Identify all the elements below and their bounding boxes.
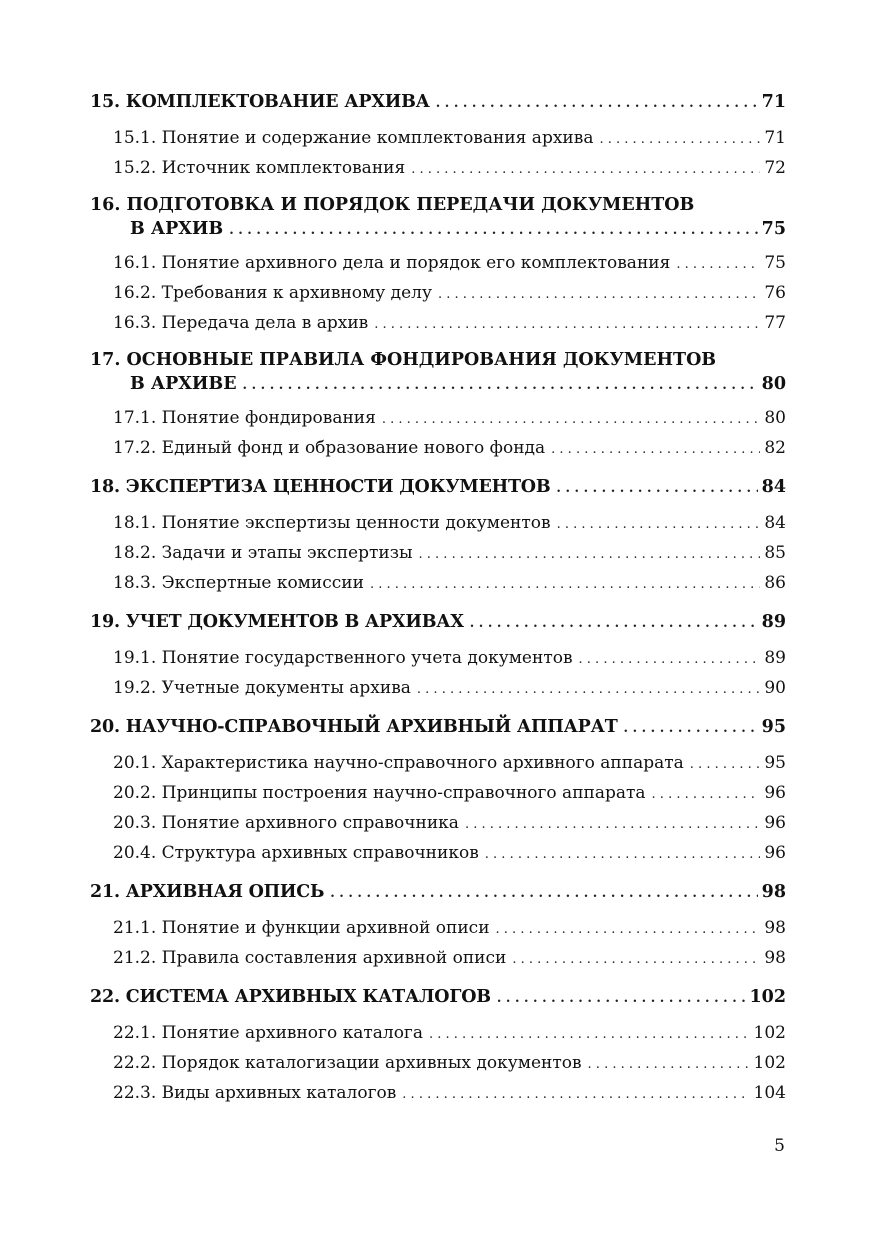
toc-chapter-entry: [90, 193, 786, 243]
section-title: 20.1. Характеристика научно-справочного архивного аппарата: [113, 753, 684, 773]
page-ref: 102: [753, 1053, 786, 1073]
toc-section-entry: [90, 644, 786, 674]
dot-leader: [465, 809, 760, 839]
dot-leader: [470, 608, 758, 638]
page-ref: 89: [761, 612, 786, 632]
toc-chapter-entry: [90, 608, 786, 638]
page-ref: 96: [764, 813, 786, 833]
section-title: 22.2. Порядок каталогизации архивных документов: [113, 1053, 582, 1073]
toc-chapter-entry: [90, 473, 786, 503]
page-ref: 96: [764, 783, 786, 803]
toc-section-entry: [90, 404, 786, 434]
toc-section-entry: [90, 309, 786, 339]
toc-chapter: [90, 88, 786, 184]
section-title: 16.1. Понятие архивного дела и порядок его комплектования: [113, 253, 671, 273]
page-ref: 95: [761, 717, 786, 737]
section-title: 16.3. Передача дела в архив: [113, 313, 369, 333]
toc-section-entry: [90, 1019, 786, 1049]
dot-leader: [588, 1049, 750, 1079]
dot-leader: [436, 88, 758, 118]
page-ref: 96: [764, 843, 786, 863]
page-ref: 71: [764, 128, 786, 148]
dot-leader: [419, 539, 761, 569]
toc-section-entry: [90, 124, 786, 154]
page-ref: 102: [749, 987, 786, 1007]
dot-leader: [382, 404, 761, 434]
toc-section-entry: [90, 509, 786, 539]
toc-chapter: [90, 473, 786, 599]
dot-leader: [485, 839, 761, 869]
chapter-title: 22. СИСТЕМА АРХИВНЫХ КАТАЛОГОВ: [90, 987, 491, 1007]
toc-chapter-entry: [90, 983, 786, 1013]
dot-leader: [417, 674, 760, 704]
section-title: 21.2. Правила составления архивной описи: [113, 948, 507, 968]
chapter-title-continued: В АРХИВ: [130, 219, 224, 239]
chapter-title: 21. АРХИВНАЯ ОПИСЬ: [90, 882, 325, 902]
section-title: 22.3. Виды архивных каталогов: [113, 1083, 397, 1103]
page-ref: 104: [753, 1083, 786, 1103]
page-ref: 76: [764, 283, 786, 303]
dot-leader: [624, 713, 758, 743]
section-title: 20.4. Структура архивных справочников: [113, 843, 479, 863]
dot-leader: [374, 309, 760, 339]
section-title: 15.1. Понятие и содержание комплектования архива: [113, 128, 594, 148]
toc-section-entry: [90, 1049, 786, 1079]
section-title: 19.2. Учетные документы архива: [113, 678, 411, 698]
dot-leader: [402, 1079, 749, 1109]
chapter-title: 19. УЧЕТ ДОКУМЕНТОВ В АРХИВАХ: [90, 612, 464, 632]
toc-section-entry: [90, 539, 786, 569]
dot-leader: [411, 154, 760, 184]
toc-chapter: [90, 983, 786, 1109]
toc-section-entry: [90, 674, 786, 704]
dot-leader: [229, 217, 757, 243]
toc-chapter-entry: [90, 713, 786, 743]
toc-chapter-entry: [90, 88, 786, 118]
page-number: 5: [774, 1136, 785, 1156]
page-ref: 75: [764, 253, 786, 273]
page-ref: 80: [764, 408, 786, 428]
chapter-title: 20. НАУЧНО-СПРАВОЧНЫЙ АРХИВНЫЙ АППАРАТ: [90, 717, 618, 737]
page-ref: 84: [761, 477, 786, 497]
section-title: 20.3. Понятие архивного справочника: [113, 813, 459, 833]
page-ref: 82: [764, 438, 786, 458]
toc-chapter-entry: [90, 878, 786, 908]
toc-section-entry: [90, 1079, 786, 1109]
section-title: 18.1. Понятие экспертизы ценности документов: [113, 513, 551, 533]
toc-section-entry: [90, 779, 786, 809]
page-ref: 75: [761, 219, 786, 239]
page-ref: 77: [764, 313, 786, 333]
toc-chapter: [90, 348, 786, 464]
dot-leader: [551, 434, 760, 464]
section-title: 15.2. Источник комплектования: [113, 158, 406, 178]
dot-leader: [556, 473, 757, 503]
page-ref: 98: [761, 882, 786, 902]
toc-section-entry: [90, 279, 786, 309]
page-ref: 80: [761, 374, 786, 394]
section-title: 22.1. Понятие архивного каталога: [113, 1023, 423, 1043]
toc-section-entry: [90, 839, 786, 869]
dot-leader: [429, 1019, 750, 1049]
toc-section-entry: [90, 749, 786, 779]
dot-leader: [557, 509, 761, 539]
page-ref: 98: [764, 918, 786, 938]
page-ref: 98: [764, 948, 786, 968]
dot-leader: [652, 779, 761, 809]
page-ref: 102: [753, 1023, 786, 1043]
dot-leader: [330, 878, 757, 908]
dot-leader: [243, 372, 758, 398]
toc-section-entry: [90, 569, 786, 599]
dot-leader: [690, 749, 761, 779]
table-of-contents: [90, 88, 786, 1118]
toc-chapter-entry: [90, 348, 786, 398]
section-title: 17.2. Единый фонд и образование нового фонда: [113, 438, 546, 458]
section-title: 20.2. Принципы построения научно-справочного аппарата: [113, 783, 646, 803]
toc-section-entry: [90, 809, 786, 839]
dot-leader: [512, 944, 760, 974]
section-title: 18.2. Задачи и этапы экспертизы: [113, 543, 413, 563]
dot-leader: [438, 279, 760, 309]
toc-section-entry: [90, 944, 786, 974]
chapter-title: 16. ПОДГОТОВКА И ПОРЯДОК ПЕРЕДАЧИ ДОКУМЕНТОВ: [90, 195, 695, 215]
dot-leader: [496, 914, 761, 944]
toc-chapter: [90, 193, 786, 339]
section-title: 17.1. Понятие фондирования: [113, 408, 376, 428]
page-ref: 95: [764, 753, 786, 773]
dot-leader: [676, 249, 760, 279]
section-title: 16.2. Требования к архивному делу: [113, 283, 432, 303]
dot-leader: [370, 569, 760, 599]
toc-section-entry: [90, 154, 786, 184]
section-title: 21.1. Понятие и функции архивной описи: [113, 918, 490, 938]
toc-chapter: [90, 878, 786, 974]
section-title: 18.3. Экспертные комиссии: [113, 573, 364, 593]
chapter-title: 18. ЭКСПЕРТИЗА ЦЕННОСТИ ДОКУМЕНТОВ: [90, 477, 551, 497]
dot-leader: [579, 644, 761, 674]
section-title: 19.1. Понятие государственного учета документов: [113, 648, 573, 668]
toc-chapter: [90, 608, 786, 704]
toc-section-entry: [90, 249, 786, 279]
toc-chapter: [90, 713, 786, 869]
dot-leader: [599, 124, 760, 154]
toc-section-entry: [90, 434, 786, 464]
page-ref: 89: [764, 648, 786, 668]
chapter-title: 17. ОСНОВНЫЕ ПРАВИЛА ФОНДИРОВАНИЯ ДОКУМЕНТОВ: [90, 350, 717, 370]
chapter-title: 15. КОМПЛЕКТОВАНИЕ АРХИВА: [90, 92, 430, 112]
chapter-title-continued: В АРХИВЕ: [130, 374, 237, 394]
page-ref: 72: [764, 158, 786, 178]
page-ref: 71: [761, 92, 786, 112]
dot-leader: [497, 983, 746, 1013]
page-ref: 84: [764, 513, 786, 533]
page-ref: 90: [764, 678, 786, 698]
page-ref: 86: [764, 573, 786, 593]
toc-section-entry: [90, 914, 786, 944]
page-ref: 85: [764, 543, 786, 563]
